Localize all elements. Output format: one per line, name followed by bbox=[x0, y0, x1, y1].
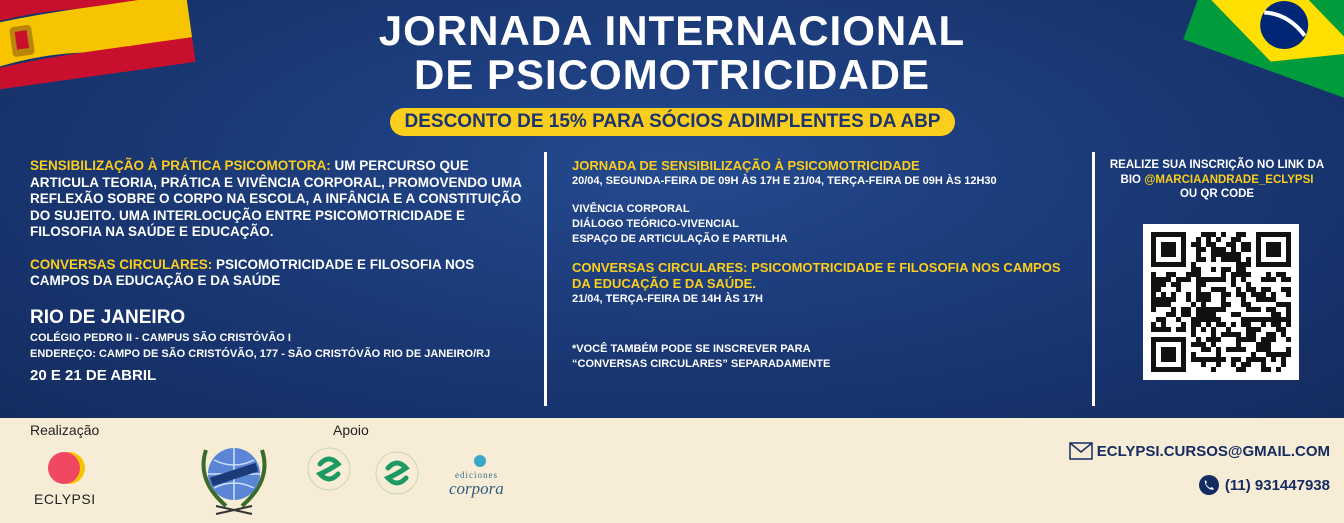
email-icon bbox=[1069, 442, 1093, 460]
schedule-date-1: 20/04, SEGUNDA-FEIRA DE 09H ÀS 17H E 21/04, TERÇA-FEIRA DE 09H ÀS 12H30 bbox=[572, 175, 997, 187]
city-heading: RIO DE JANEIRO bbox=[30, 306, 186, 328]
corpora-label: ediciones bbox=[455, 470, 498, 480]
note-line-2: “CONVERSAS CIRCULARES” SEPARADAMENTE bbox=[572, 358, 831, 370]
note-line-1: *VOCÊ TAMBÉM PODE SE INSCREVER PARA bbox=[572, 343, 811, 355]
divider bbox=[544, 152, 547, 406]
address-text: ENDEREÇO: CAMPO DE SÃO CRISTÓVÃO, 177 - SÃO CRISTÓVÃO RIO DE JANEIRO/RJ bbox=[30, 347, 491, 360]
apoio-label: Apoio bbox=[333, 422, 369, 438]
email-contact[interactable]: ECLYPSI.CURSOS@GMAIL.COM bbox=[1069, 442, 1330, 460]
registration-info bbox=[1106, 158, 1328, 202]
corpora-name: corpora bbox=[449, 479, 504, 498]
divider bbox=[1092, 152, 1095, 406]
event-description bbox=[30, 158, 530, 386]
realizacao-label: Realização bbox=[30, 422, 100, 438]
abp-logo-icon bbox=[306, 446, 352, 492]
schedule-heading-2: CONVERSAS CIRCULARES: PSICOMOTRICIDADE E FILOSOFIA NOS CAMPOS DA EDUCAÇÃO E DA SAÚDE. bbox=[572, 260, 1061, 291]
eclypsi-name: ECLYPSI bbox=[34, 491, 96, 507]
registration-bio: BIO @MARCIAANDRADE_ECLYPSI bbox=[1120, 173, 1314, 186]
schedule-heading-1: JORNADA DE SENSIBILIZAÇÃO À PSICOMOTRICIDADE bbox=[572, 158, 920, 173]
corpora-logo-icon bbox=[470, 454, 490, 468]
conversas-paragraph: CONVERSAS CIRCULARES: PSICOMOTRICIDADE E FILOSOFIA NOS CAMPOS DA EDUCAÇÃO E DA SAÚDE bbox=[30, 256, 475, 288]
schedule-item: DIÁLOGO TEÓRICO-VIVENCIAL bbox=[572, 218, 739, 230]
registration-qr-text: OU QR CODE bbox=[1179, 188, 1255, 200]
intro-paragraph: SENSIBILIZAÇÃO À PRÁTICA PSICOMOTORA: UM PERCURSO QUE ARTICULA TEORIA, PRÁTICA E VIVÊNCIA CORPORAL, PROMOVENDO UMA REFLEXÃO SOBRE O CORPO NA ESCOLA, A INFÂNCIA E A CONSTITUIÇÃO DO SUJEITO. UMA INTERLOCUÇÃO ENTRE PSICOMOTRICIDADE E FILOSOFIA NA SAÚDE E EDUCAÇÃO. bbox=[30, 158, 522, 239]
schedule-date-2: 21/04, TERÇA-FEIRA DE 14H ÀS 17H bbox=[572, 293, 763, 305]
qr-code-icon[interactable] bbox=[1143, 224, 1299, 380]
event-dates: 20 E 21 DE ABRIL bbox=[30, 366, 157, 384]
abp-regional-logo-icon bbox=[374, 450, 420, 496]
instagram-handle[interactable]: @MARCIAANDRADE_ECLYPSI bbox=[1144, 173, 1314, 186]
colegio-pedro-crest-icon bbox=[196, 440, 272, 516]
registration-line: REALIZE SUA INSCRIÇÃO NO LINK DA bbox=[1109, 159, 1325, 171]
page-title: JORNADA INTERNACIONAL DE PSICOMOTRICIDADE bbox=[378, 7, 966, 98]
schedule-item: ESPAÇO DE ARTICULAÇÃO E PARTILHA bbox=[572, 233, 788, 245]
eclypsi-logo-icon bbox=[46, 450, 86, 486]
discount-badge: DESCONTO DE 15% PARA SÓCIOS ADIMPLENTES DA ABP bbox=[390, 108, 955, 136]
phone-contact[interactable]: (11) 931447938 bbox=[1198, 474, 1330, 496]
event-schedule bbox=[572, 158, 1072, 372]
schedule-item: VIVÊNCIA CORPORAL bbox=[572, 203, 690, 215]
venue-text: COLÉGIO PEDRO II - CAMPUS SÃO CRISTÓVÃO I bbox=[30, 331, 291, 344]
whatsapp-icon bbox=[1198, 474, 1220, 496]
